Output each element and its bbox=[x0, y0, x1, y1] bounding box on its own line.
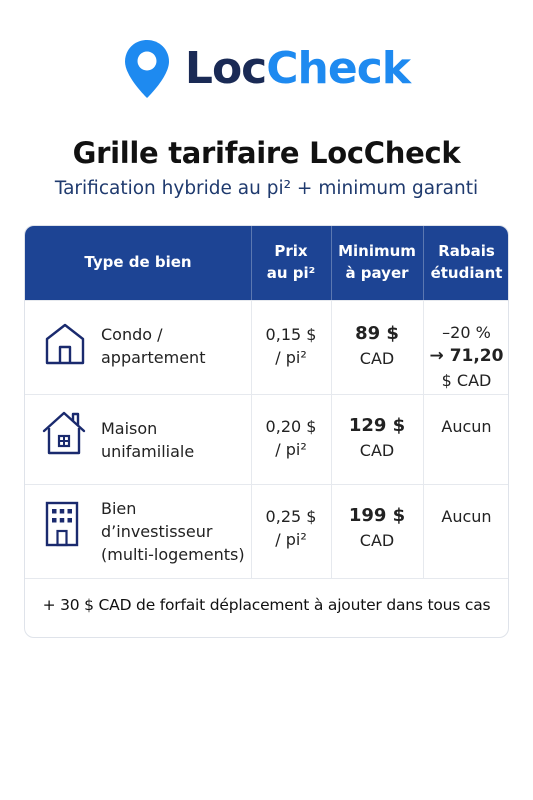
property-type: Bien d’investisseur (multi-logements) bbox=[101, 499, 245, 565]
discounted-price: → 71,20 bbox=[429, 346, 504, 367]
table-row bbox=[25, 300, 508, 394]
minimum-amount: 89 $ bbox=[355, 323, 399, 344]
minimum-amount: 129 $ bbox=[348, 415, 406, 436]
column-header-price: Prix au pi² bbox=[266, 242, 316, 282]
house-icon bbox=[41, 409, 87, 457]
brand-name-part2: Check bbox=[266, 43, 411, 94]
price-value: 0,20 $ bbox=[265, 417, 317, 436]
location-pin-icon bbox=[123, 38, 171, 100]
minimum-price bbox=[331, 503, 423, 552]
brand-name-part1: Loc bbox=[184, 43, 267, 94]
property-type: Condo / appartement bbox=[101, 325, 206, 368]
student-discount bbox=[423, 505, 509, 528]
discount-value: Aucun bbox=[441, 507, 492, 526]
discount-value: Aucun bbox=[441, 417, 492, 436]
building-icon bbox=[45, 501, 79, 547]
minimum-price bbox=[331, 321, 423, 370]
travel-fee-note: + 30 $ CAD de forfait déplacement à ajouter dans tous cas bbox=[42, 596, 491, 614]
column-header-minimum: Minimum à payer bbox=[338, 242, 416, 282]
table-row bbox=[25, 484, 508, 578]
table-row bbox=[25, 394, 508, 484]
brand-name bbox=[184, 43, 411, 94]
student-discount bbox=[423, 321, 509, 392]
price-unit: / pi² bbox=[275, 530, 307, 550]
discount-percent: –20 % bbox=[442, 323, 491, 342]
minimum-currency: CAD bbox=[359, 349, 395, 369]
price-per-sqft bbox=[251, 505, 331, 551]
page-title: Grille tarifaire LocCheck bbox=[72, 136, 461, 170]
student-discount bbox=[423, 415, 509, 438]
minimum-amount: 199 $ bbox=[348, 505, 406, 526]
column-header-discount: Rabais étudiant bbox=[430, 242, 503, 282]
price-unit: / pi² bbox=[275, 348, 307, 368]
page-subtitle: Tarification hybride au pi² + minimum garanti bbox=[54, 178, 479, 199]
pricing-table bbox=[24, 225, 509, 638]
property-type: Maison unifamiliale bbox=[101, 419, 195, 462]
table-header bbox=[25, 226, 508, 300]
minimum-currency: CAD bbox=[359, 531, 395, 551]
price-per-sqft bbox=[251, 415, 331, 461]
condo-icon bbox=[43, 321, 87, 367]
column-header-type: Type de bien bbox=[84, 253, 192, 272]
price-per-sqft bbox=[251, 323, 331, 369]
brand-logo bbox=[0, 38, 533, 100]
discount-currency: $ CAD bbox=[441, 370, 492, 390]
minimum-price bbox=[331, 413, 423, 462]
price-unit: / pi² bbox=[275, 440, 307, 460]
price-value: 0,15 $ bbox=[265, 325, 317, 344]
minimum-currency: CAD bbox=[359, 441, 395, 461]
price-value: 0,25 $ bbox=[265, 507, 317, 526]
